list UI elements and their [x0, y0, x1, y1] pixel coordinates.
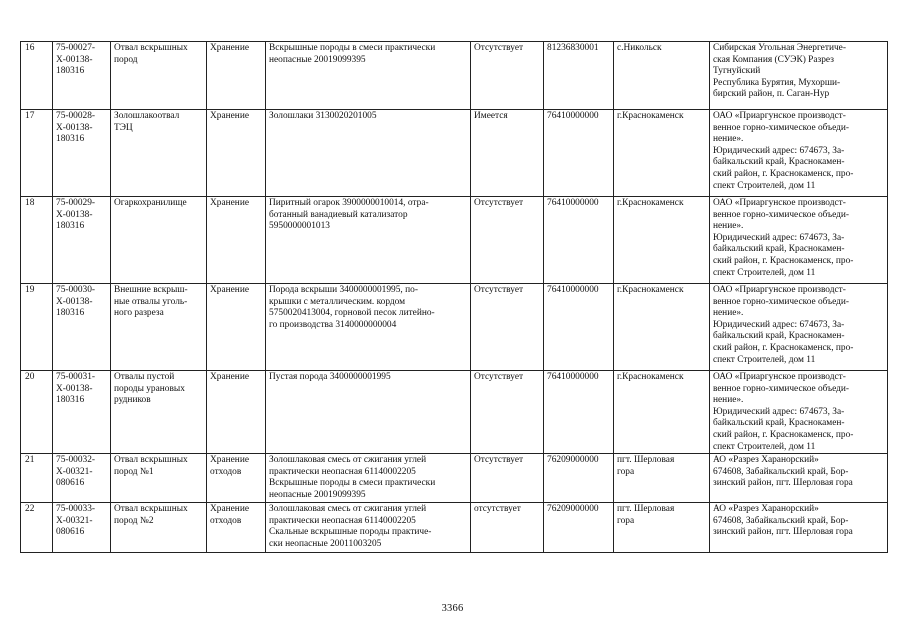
table-row [21, 503, 888, 553]
object-name-cell: Золошлакоотвал ТЭЦ [111, 110, 207, 197]
registration-number-cell: 75-00028- X-00138- 180316 [53, 110, 111, 197]
oktmo-code-cell: 81236830001 [544, 42, 614, 110]
locality-cell: г.Краснокаменск [614, 284, 710, 371]
waste-facility-registry-table [20, 41, 888, 553]
oktmo-code-cell: 76410000000 [544, 197, 614, 284]
row-number-cell: 21 [21, 454, 53, 503]
operator-cell: ОАО «Приаргунское производст- венное горно-химическое объеди- нение». Юридический адрес: 674673, За- байкальский край, Краснокамен- ский район, г. Краснокаменск, про- спект Строителей, дом 11 [710, 110, 888, 197]
registration-number-cell: 75-00033- X-00321- 080616 [53, 503, 111, 553]
waste-type-cell: Вскрышные породы в смеси практически неопасные 20019099395 [266, 42, 471, 110]
table-row [21, 454, 888, 503]
table-row [21, 197, 888, 284]
purpose-cell: Хранение [207, 197, 266, 284]
oktmo-code-cell: 76209000000 [544, 503, 614, 553]
locality-cell: г.Краснокаменск [614, 371, 710, 454]
waste-type-cell: Порода вскрыши 3400000001995, по- крышки с металлическим. кордом 5750020413004, горновой песок литейно- го производства 3140000000004 [266, 284, 471, 371]
oktmo-code-cell: 76410000000 [544, 371, 614, 454]
oktmo-code-cell: 76209000000 [544, 454, 614, 503]
monitoring-cell: Отсутствует [471, 197, 544, 284]
registration-number-cell: 75-00032- X-00321- 080616 [53, 454, 111, 503]
operator-cell: ОАО «Приаргунское производст- венное горно-химическое объеди- нение». Юридический адрес: 674673, За- байкальский край, Краснокамен- ский район, г. Краснокаменск, про- спект Строителей, дом 11 [710, 197, 888, 284]
row-number-cell: 22 [21, 503, 53, 553]
purpose-cell: Хранение [207, 110, 266, 197]
registration-number-cell: 75-00030- X-00138- 180316 [53, 284, 111, 371]
registration-number-cell: 75-00029- X-00138- 180316 [53, 197, 111, 284]
table-row [21, 110, 888, 197]
waste-type-cell: Золошлаковая смесь от сжигания углей практически неопасная 61140002205 Вскрышные породы в смеси практически неопасные 20019099395 [266, 454, 471, 503]
monitoring-cell: Отсутствует [471, 284, 544, 371]
operator-cell: АО «Разрез Харанорский» 674608, Забайкальский край, Бор- зинский район, пгт. Шерловая гора [710, 454, 888, 503]
oktmo-code-cell: 76410000000 [544, 284, 614, 371]
monitoring-cell: Отсутствует [471, 371, 544, 454]
locality-cell: пгт. Шерловая гора [614, 454, 710, 503]
row-number-cell: 18 [21, 197, 53, 284]
monitoring-cell: Отсутствует [471, 42, 544, 110]
locality-cell: г.Краснокаменск [614, 197, 710, 284]
purpose-cell: Хранение отходов [207, 454, 266, 503]
table-body [21, 42, 888, 553]
waste-type-cell: Золошлаки 3130020201005 [266, 110, 471, 197]
object-name-cell: Внешние вскрыш- ные отвалы уголь- ного разреза [111, 284, 207, 371]
monitoring-cell: Отсутствует [471, 454, 544, 503]
locality-cell: г.Краснокаменск [614, 110, 710, 197]
registration-number-cell: 75-00031- X-00138- 180316 [53, 371, 111, 454]
purpose-cell: Хранение отходов [207, 503, 266, 553]
row-number-cell: 16 [21, 42, 53, 110]
operator-cell: АО «Разрез Харанорский» 674608, Забайкальский край, Бор- зинский район, пгт. Шерловая гора [710, 503, 888, 553]
purpose-cell: Хранение [207, 284, 266, 371]
locality-cell: пгт. Шерловая гора [614, 503, 710, 553]
locality-cell: с.Никольск [614, 42, 710, 110]
oktmo-code-cell: 76410000000 [544, 110, 614, 197]
object-name-cell: Отвалы пустой породы урановых рудников [111, 371, 207, 454]
table-row [21, 42, 888, 110]
waste-type-cell: Пиритный огарок 3900000010014, отра- ботанный ванадиевый катализатор 5950000001013 [266, 197, 471, 284]
monitoring-cell: отсутствует [471, 503, 544, 553]
monitoring-cell: Имеется [471, 110, 544, 197]
waste-type-cell: Золошлаковая смесь от сжигания углей практически неопасная 61140002205 Скальные вскрышные породы практиче- ски неопасные 20011003205 [266, 503, 471, 553]
page-number: 3366 [441, 603, 464, 614]
operator-cell: ОАО «Приаргунское производст- венное горно-химическое объеди- нение». Юридический адрес: 674673, За- байкальский край, Краснокамен- ский район, г. Краснокаменск, про- спект Строителей, дом 11 [710, 371, 888, 454]
operator-cell: Сибирская Угольная Энергетиче- ская Компания (СУЭК) Разрез Тугнуйский Республика Бурятия, Мухорши- бирский район, п. Саган-Нур [710, 42, 888, 110]
waste-type-cell: Пустая порода 3400000001995 [266, 371, 471, 454]
object-name-cell: Отвал вскрышных пород №1 [111, 454, 207, 503]
object-name-cell: Отвал вскрышных пород [111, 42, 207, 110]
registration-number-cell: 75-00027- X-00138- 180316 [53, 42, 111, 110]
purpose-cell: Хранение [207, 371, 266, 454]
object-name-cell: Огаркохранилище [111, 197, 207, 284]
row-number-cell: 19 [21, 284, 53, 371]
object-name-cell: Отвал вскрышных пород №2 [111, 503, 207, 553]
table-row [21, 371, 888, 454]
row-number-cell: 17 [21, 110, 53, 197]
row-number-cell: 20 [21, 371, 53, 454]
operator-cell: ОАО «Приаргунское производст- венное горно-химическое объеди- нение». Юридический адрес: 674673, За- байкальский край, Краснокамен- ский район, г. Краснокаменск, про- спект Строителей, дом 11 [710, 284, 888, 371]
table-row [21, 284, 888, 371]
purpose-cell: Хранение [207, 42, 266, 110]
